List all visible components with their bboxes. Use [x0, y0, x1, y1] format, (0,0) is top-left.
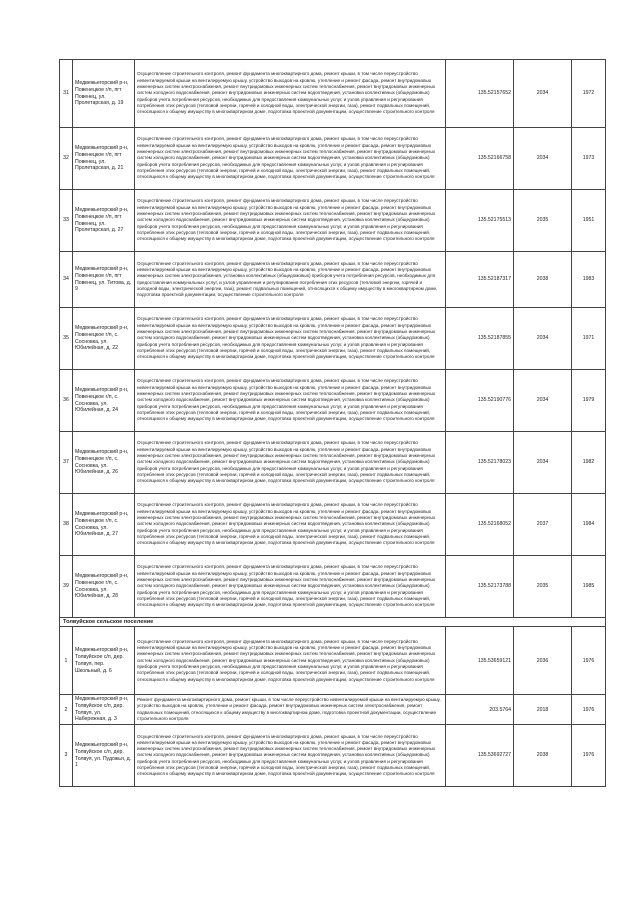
cost-cell: 135.52190776: [446, 370, 514, 432]
row-number-cell: 34: [60, 252, 73, 308]
table-row: [60, 556, 606, 618]
capital-repair-table: [59, 59, 606, 787]
planned-year-cell: 2036: [514, 627, 572, 695]
built-year-cell: 1972: [572, 60, 606, 128]
cost-cell: 135.52157652: [446, 60, 514, 128]
row-number-cell: 38: [60, 494, 73, 556]
built-year-cell: 1976: [572, 725, 606, 787]
planned-year-cell: 2037: [514, 494, 572, 556]
cost-cell: 135.52187855: [446, 308, 514, 370]
works-cell: Осуществление строительного контроля, ремонт фундамента многоквартирного дома, ремонт крыши, в том числе переустройство невентилируемой крыши на вентилируемую крышу, устройство выходов на кровлю, утепление и ремонт фасада, ремонт внутридомовых инженерных систем электроснабжения, ремонт внутридомовых инженерных систем теплоснабжения, ремонт внутридомовых инженерных систем холодного водоснабжения, ремонт внутридомовых инженерных систем водоотведения, установка коллективных (общедомовых) приборов учета потребления ресурсов, необходимых для предоставления коммунальных услуг, и узлов управления и регулирования потребления этих ресурсов (тепловой энергии, горячей и холодной воды, электрической энергии, газа), ремонт подвальных помещений, относящихся к общему имуществу в многоквартирном доме, подготовка проектной документации, осуществление строительного контроля: [135, 308, 446, 370]
address-cell: Медвежьегорский р-н, Повенецкое г/п, пгт Повенец, ул. Пролетарская, д. 27: [73, 190, 135, 252]
planned-year-cell: 2038: [514, 725, 572, 787]
planned-year-cell: 2035: [514, 556, 572, 618]
built-year-cell: 1979: [572, 370, 606, 432]
works-cell: Осуществление строительного контроля, ремонт фундамента многоквартирного дома, ремонт крыши, в том числе переустройство невентилируемой крыши на вентилируемую крышу, устройство выходов на кровлю, утепление и ремонт фасада, ремонт внутридомовых инженерных систем электроснабжения, ремонт внутридомовых инженерных систем теплоснабжения, ремонт внутридомовых инженерных систем холодного водоснабжения, ремонт внутридомовых инженерных систем водоотведения, установка коллективных (общедомовых) приборов учета потребления ресурсов, необходимых для предоставления коммунальных услуг, и узлов управления и регулирования потребления этих ресурсов (тепловой энергии, горячей и холодной воды, электрической энергии, газа), ремонт подвальных помещений, относящихся к общему имуществу в многоквартирном доме, подготовка проектной документации, осуществление строительного контроля: [135, 725, 446, 787]
works-cell: Осуществление строительного контроля, ремонт фундамента многоквартирного дома, ремонт крыши, в том числе переустройство невентилируемой крыши на вентилируемую крышу, устройство выходов на кровлю, утепление и ремонт фасада, ремонт внутридомовых инженерных систем электроснабжения, ремонт внутридомовых инженерных систем теплоснабжения, ремонт внутридомовых инженерных систем холодного водоснабжения, ремонт внутридомовых инженерных систем водоотведения, установка коллективных (общедомовых) приборов учета потребления ресурсов, необходимых для предоставления коммунальных услуг, и узлов управления и регулирования потребления этих ресурсов (тепловой энергии, горячей и холодной воды, электрической энергии, газа), ремонт подвальных помещений, относящихся к общему имуществу в многоквартирном доме, подготовка проектной документации, осуществление строительного контроля: [135, 556, 446, 618]
works-cell: Осуществление строительного контроля, ремонт фундамента многоквартирного дома, ремонт крыши, в том числе переустройство невентилируемой крыши на вентилируемую крышу, устройство выходов на кровлю, утепление и ремонт фасада, ремонт внутридомовых инженерных систем электроснабжения, установка коллективных (общедомовых) приборов учета потребления ресурсов, необходимых для предоставления коммунальных услуг, и узлов управления и регулирования потребления этих ресурсов (тепловой энергии, горячей и холодной воды, электрической энергии, газа), ремонт подвальных помещений, относящихся к общему имуществу в многоквартирном доме, подготовка проектной документации, осуществление строительного контроля: [135, 252, 446, 308]
works-cell: Осуществление строительного контроля, ремонт фундамента многоквартирного дома, ремонт крыши, в том числе переустройство невентилируемой крыши на вентилируемую крышу, устройство выходов на кровлю, утепление и ремонт фасада, ремонт внутридомовых инженерных систем электроснабжения, ремонт внутридомовых инженерных систем теплоснабжения, ремонт внутридомовых инженерных систем холодного водоснабжения, ремонт внутридомовых инженерных систем водоотведения, установка коллективных (общедомовых) приборов учета потребления ресурсов, необходимых для предоставления коммунальных услуг, и узлов управления и регулирования потребления этих ресурсов (тепловой энергии, горячей и холодной воды, электрической энергии, газа), ремонт подвальных помещений, относящихся к общему имуществу в многоквартирном доме, подготовка проектной документации, осуществление строительного контроля: [135, 190, 446, 252]
works-cell: Осуществление строительного контроля, ремонт фундамента многоквартирного дома, ремонт крыши, в том числе переустройство невентилируемой крыши на вентилируемую крышу, устройство выходов на кровлю, утепление и ремонт фасада, ремонт внутридомовых инженерных систем электроснабжения, ремонт внутридомовых инженерных систем теплоснабжения, ремонт внутридомовых инженерных систем холодного водоснабжения, ремонт внутридомовых инженерных систем водоотведения, установка коллективных (общедомовых) приборов учета потребления ресурсов, необходимых для предоставления коммунальных услуг, и узлов управления и регулирования потребления этих ресурсов (тепловой энергии, горячей и холодной воды, электрической энергии, газа), ремонт подвальных помещений, относящихся к общему имуществу в многоквартирном доме, подготовка проектной документации, осуществление строительного контроля: [135, 432, 446, 494]
address-cell: Медвежьегорский р-н, Повенецкое г/п, с. Сосновка, ул. Юбилейная, д. 26: [73, 432, 135, 494]
row-number-cell: 33: [60, 190, 73, 252]
planned-year-cell: 2034: [514, 370, 572, 432]
cost-cell: 135.52187317: [446, 252, 514, 308]
table-row: [60, 252, 606, 308]
table-row: [60, 432, 606, 494]
planned-year-cell: 2034: [514, 308, 572, 370]
address-cell: Медвежьегорский р-н, Повенецкое г/п, пгт Повенец, ул. Титова, д. 9: [73, 252, 135, 308]
section-row: [60, 618, 606, 627]
planned-year-cell: 2035: [514, 190, 572, 252]
cost-cell: 135.52168052: [446, 494, 514, 556]
address-cell: Медвежьегорский р-н, Повенецкое г/п, с. Сосновка, ул. Юбилейная, д. 22: [73, 308, 135, 370]
table-body-povenets: [60, 60, 606, 618]
cost-cell: 135.53692727: [446, 725, 514, 787]
works-cell: Ремонт фундамента многоквартирного дома, ремонт крыши, в том числе переустройство невентилируемой крыши на вентилируемую крышу, устройство выходов на кровлю, утепление и ремонт фасада, ремонт внутридомовых инженерных систем электроснабжения, ремонт подвальных помещений, относящихся к общему имуществу в многоквартирном доме, подготовка проектной документации, осуществление строительного контроля: [135, 695, 446, 725]
cost-cell: 135.53659121: [446, 627, 514, 695]
built-year-cell: 1983: [572, 252, 606, 308]
table-row: [60, 695, 606, 725]
table-row: [60, 494, 606, 556]
planned-year-cell: 2034: [514, 60, 572, 128]
row-number-cell: 36: [60, 370, 73, 432]
built-year-cell: 1951: [572, 190, 606, 252]
row-number-cell: 35: [60, 308, 73, 370]
built-year-cell: 1982: [572, 432, 606, 494]
built-year-cell: 1985: [572, 556, 606, 618]
address-cell: Медвежьегорский р-н, Повенецкое г/п, с. Сосновка, ул. Юбилейная, д. 24: [73, 370, 135, 432]
table-row: [60, 725, 606, 787]
table-row: [60, 190, 606, 252]
table-row: [60, 308, 606, 370]
row-number-cell: 39: [60, 556, 73, 618]
table-row: [60, 60, 606, 128]
built-year-cell: 1976: [572, 627, 606, 695]
row-number-cell: 32: [60, 128, 73, 190]
table-row: [60, 627, 606, 695]
address-cell: Медвежьегорский р-н, Повенецкое г/п, пгт Повенец, ул. Пролетарская, д. 19: [73, 60, 135, 128]
cost-cell: 203.5764: [446, 695, 514, 725]
table-body-tolvuya: [60, 627, 606, 787]
planned-year-cell: 2018: [514, 695, 572, 725]
address-cell: Медвежьегорский р-н, Повенецкое г/п, с. Сосновка, ул. Юбилейная, д. 27: [73, 494, 135, 556]
address-cell: Медвежьегорский р-н, Повенецкое г/п, с. Сосновка, ул. Юбилейная, д. 28: [73, 556, 135, 618]
table-row: [60, 128, 606, 190]
address-cell: Медвежьегорский р-н, Толвуйское с/п, дер. Толвуя, пер. Школьный, д. 6: [73, 627, 135, 695]
table-section: [60, 618, 606, 627]
address-cell: Медвежьегорский р-н, Толвуйское с/п, дер. Толвуя, ул. Набережная, д. 3: [73, 695, 135, 725]
cost-cell: 135.52173788: [446, 556, 514, 618]
table-row: [60, 370, 606, 432]
works-cell: Осуществление строительного контроля, ремонт фундамента многоквартирного дома, ремонт крыши, в том числе переустройство невентилируемой крыши на вентилируемую крышу, устройство выходов на кровлю, утепление и ремонт фасада, ремонт внутридомовых инженерных систем электроснабжения, ремонт внутридомовых инженерных систем теплоснабжения, ремонт внутридомовых инженерных систем холодного водоснабжения, ремонт внутридомовых инженерных систем водоотведения, установка коллективных (общедомовых) приборов учета потребления ресурсов, необходимых для предоставления коммунальных услуг, и узлов управления и регулирования потребления этих ресурсов (тепловой энергии, горячей и холодной воды, электрической энергии, газа), ремонт подвальных помещений, относящихся к общему имуществу в многоквартирном доме, подготовка проектной документации, осуществление строительного контроля: [135, 494, 446, 556]
works-cell: Осуществление строительного контроля, ремонт фундамента многоквартирного дома, ремонт крыши, в том числе переустройство невентилируемой крыши на вентилируемую крышу, устройство выходов на кровлю, утепление и ремонт фасада, ремонт внутридомовых инженерных систем электроснабжения, ремонт внутридомовых инженерных систем теплоснабжения, ремонт внутридомовых инженерных систем холодного водоснабжения, ремонт внутридомовых инженерных систем водоотведения, установка коллективных (общедомовых) приборов учета потребления ресурсов, необходимых для предоставления коммунальных услуг, и узлов управления и регулирования потребления этих ресурсов (тепловой энергии, горячей и холодной воды, электрической энергии, газа), ремонт подвальных помещений, относящихся к общему имуществу в многоквартирном доме, подготовка проектной документации, осуществление строительного контроля: [135, 60, 446, 128]
address-cell: Медвежьегорский р-н, Повенецкое г/п, пгт Повенец, ул. Пролетарская, д. 21: [73, 128, 135, 190]
address-cell: Медвежьегорский р-н, Толвуйское с/п, дер. Толвуя, ул. Пудожья, д. 1: [73, 725, 135, 787]
row-number-cell: 1: [60, 627, 73, 695]
cost-cell: 135.52175513: [446, 190, 514, 252]
row-number-cell: 3: [60, 725, 73, 787]
row-number-cell: 2: [60, 695, 73, 725]
works-cell: Осуществление строительного контроля, ремонт фундамента многоквартирного дома, ремонт крыши, в том числе переустройство невентилируемой крыши на вентилируемую крышу, устройство выходов на кровлю, утепление и ремонт фасада, ремонт внутридомовых инженерных систем электроснабжения, ремонт внутридомовых инженерных систем теплоснабжения, ремонт внутридомовых инженерных систем холодного водоснабжения, ремонт внутридомовых инженерных систем водоотведения, установка коллективных (общедомовых) приборов учета потребления ресурсов, необходимых для предоставления коммунальных услуг, и узлов управления и регулирования потребления этих ресурсов (тепловой энергии, горячей и холодной воды, электрической энергии, газа), ремонт подвальных помещений, относящихся к общему имуществу в многоквартирном доме, подготовка проектной документации, осуществление строительного контроля: [135, 370, 446, 432]
section-title: Толвуйское сельское поселение: [60, 618, 606, 627]
row-number-cell: 37: [60, 432, 73, 494]
row-number-cell: 31: [60, 60, 73, 128]
planned-year-cell: 2034: [514, 128, 572, 190]
works-cell: Осуществление строительного контроля, ремонт фундамента многоквартирного дома, ремонт крыши, в том числе переустройство невентилируемой крыши на вентилируемую крышу, устройство выходов на кровлю, утепление и ремонт фасада, ремонт внутридомовых инженерных систем электроснабжения, ремонт внутридомовых инженерных систем теплоснабжения, ремонт внутридомовых инженерных систем холодного водоснабжения, ремонт внутридомовых инженерных систем водоотведения, установка коллективных (общедомовых) приборов учета потребления ресурсов, необходимых для предоставления коммунальных услуг, и узлов управления и регулирования потребления этих ресурсов (тепловой энергии, горячей и холодной воды, электрической энергии, газа), ремонт подвальных помещений, относящихся к общему имуществу в многоквартирном доме, подготовка проектной документации, осуществление строительного контроля: [135, 627, 446, 695]
planned-year-cell: 2034: [514, 432, 572, 494]
built-year-cell: 1976: [572, 695, 606, 725]
built-year-cell: 1984: [572, 494, 606, 556]
document-page: [59, 59, 606, 787]
works-cell: Осуществление строительного контроля, ремонт фундамента многоквартирного дома, ремонт крыши, в том числе переустройство невентилируемой крыши на вентилируемую крышу, устройство выходов на кровлю, утепление и ремонт фасада, ремонт внутридомовых инженерных систем электроснабжения, ремонт внутридомовых инженерных систем теплоснабжения, ремонт внутридомовых инженерных систем холодного водоснабжения, ремонт внутридомовых инженерных систем водоотведения, установка коллективных (общедомовых) приборов учета потребления ресурсов, необходимых для предоставления коммунальных услуг, и узлов управления и регулирования потребления этих ресурсов (тепловой энергии, горячей и холодной воды, электрической энергии, газа), ремонт подвальных помещений, относящихся к общему имуществу в многоквартирном доме, подготовка проектной документации, осуществление строительного контроля: [135, 128, 446, 190]
planned-year-cell: 2038: [514, 252, 572, 308]
built-year-cell: 1973: [572, 128, 606, 190]
built-year-cell: 1971: [572, 308, 606, 370]
cost-cell: 135.52166758: [446, 128, 514, 190]
cost-cell: 135.52178023: [446, 432, 514, 494]
